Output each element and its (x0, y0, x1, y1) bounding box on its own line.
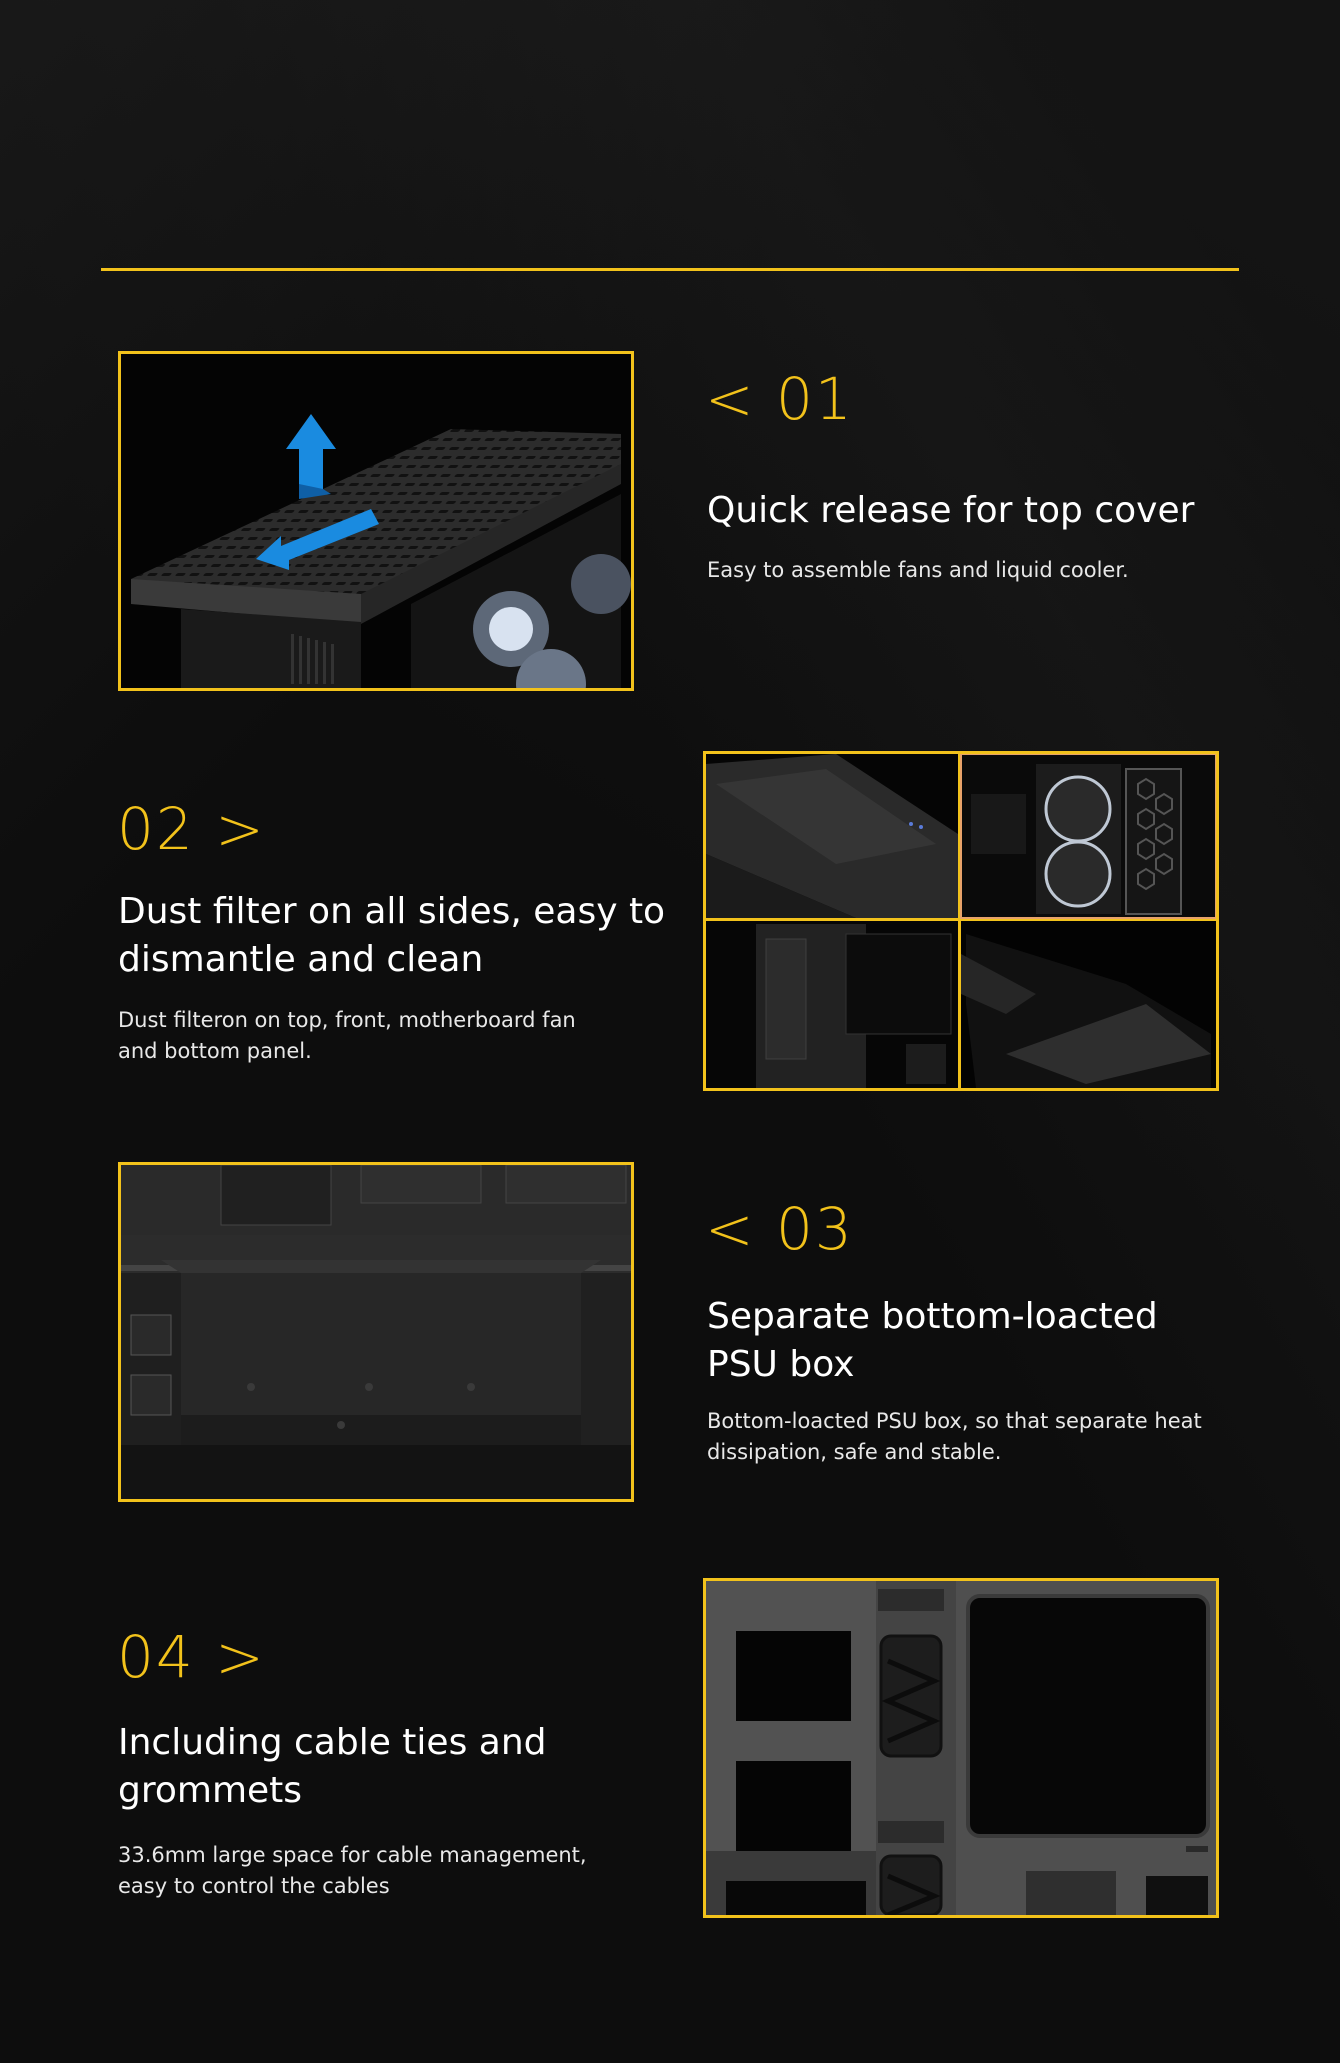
feature-04-title-line: grommets (118, 1770, 303, 1811)
feature-02-description-line: and bottom panel. (118, 1039, 312, 1063)
feature-03-image (118, 1162, 634, 1502)
feature-03-title-line: Separate bottom-loacted (707, 1296, 1158, 1337)
feature-04-image (703, 1578, 1219, 1918)
feature-01-number: < 01 (705, 365, 854, 433)
case-top-cover-arrows-photo (121, 354, 631, 688)
feature-02-number: 02 > (117, 795, 266, 863)
feature-03-description-line: dissipation, safe and stable. (707, 1440, 1002, 1464)
feature-01-title-line: Quick release for top cover (707, 490, 1195, 531)
feature-02-title-line: dismantle and clean (118, 939, 484, 980)
feature-03-title-line: PSU box (707, 1344, 855, 1385)
feature-04-description-line: 33.6mm large space for cable management, (118, 1843, 587, 1867)
feature-02-description (118, 1005, 576, 1067)
feature-03-number: < 03 (705, 1195, 854, 1263)
feature-04-description (118, 1840, 587, 1902)
feature-01-description-line: Easy to assemble fans and liquid cooler. (707, 558, 1129, 582)
feature-01-image (118, 351, 634, 691)
feature-02-title (118, 888, 665, 984)
feature-03-title (707, 1293, 1158, 1389)
feature-04-number: 04 > (117, 1623, 266, 1691)
feature-01-description (707, 555, 1129, 586)
feature-02-description-line: Dust filteron on top, front, motherboard fan (118, 1008, 576, 1032)
feature-03-description-line: Bottom-loacted PSU box, so that separate heat (707, 1409, 1202, 1433)
section-divider (101, 268, 1239, 271)
feature-02-title-line: Dust filter on all sides, easy to (118, 891, 666, 932)
feature-01-title (707, 487, 1194, 535)
dust-filter-quad-photo (706, 754, 1216, 1088)
psu-box-photo (121, 1165, 631, 1499)
feature-04-title (118, 1719, 547, 1815)
cable-management-photo (706, 1581, 1216, 1915)
feature-02-image (703, 751, 1219, 1091)
feature-04-description-line: easy to control the cables (118, 1874, 390, 1898)
feature-03-description (707, 1406, 1202, 1468)
feature-04-title-line: Including cable ties and (118, 1722, 547, 1763)
